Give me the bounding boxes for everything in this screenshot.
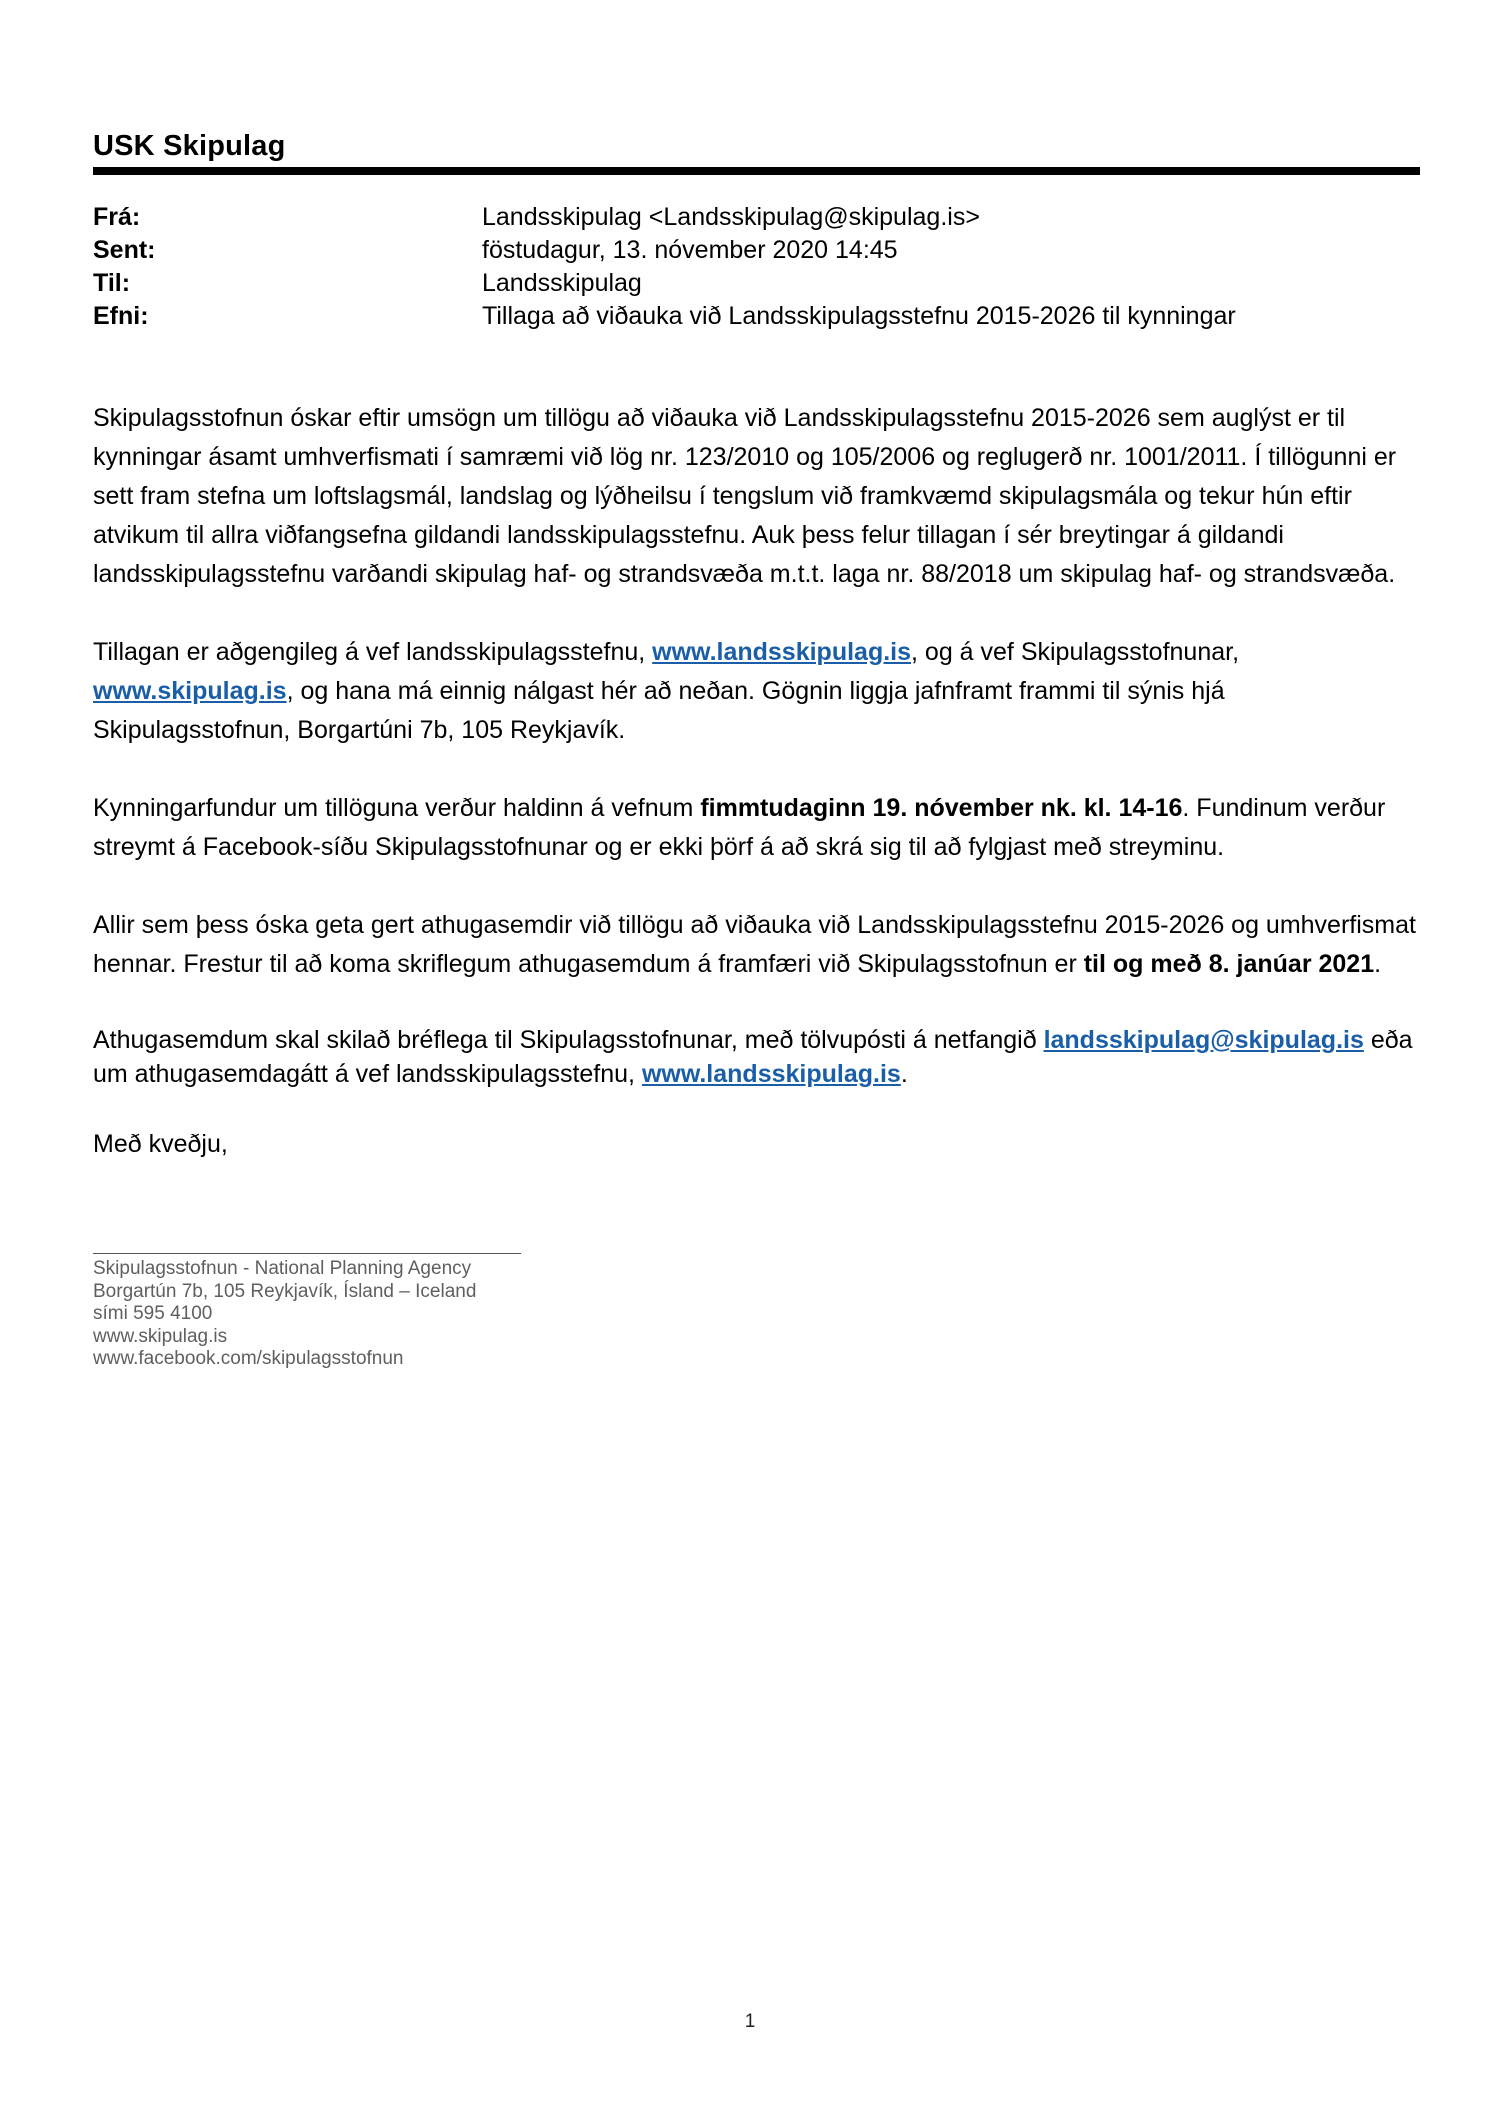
signature-line-agency: Skipulagsstofnun - National Planning Agency xyxy=(93,1258,472,1279)
from-value: Landsskipulag <Landsskipulag@skipulag.is> xyxy=(482,203,980,231)
header-row-to xyxy=(93,267,1420,300)
signature-block xyxy=(93,1258,476,1371)
meeting-date: fimmtudaginn 19. nóvember nk. kl. 14-16 xyxy=(700,794,1183,822)
p4-text-1: Allir sem þess óska geta gert athugasemdir við tillögu að viðauka við Landsskipulagsstefnu 2015-2026 og umhverfismat hennar. Frestur til að koma skriflegum athugasemdum á framfæri við Skipulagsstofnun er xyxy=(93,911,1416,978)
p4-text-2: . xyxy=(1374,950,1382,978)
signature-line-website: www.skipulag.is xyxy=(93,1325,228,1347)
signature-line-facebook: www.facebook.com/skipulagsstofnun xyxy=(93,1348,404,1369)
to-label: Til: xyxy=(93,269,131,297)
page-number: 1 xyxy=(744,2011,756,2032)
body-paragraph-3 xyxy=(93,789,1420,867)
body-paragraph-4 xyxy=(93,906,1420,984)
closing-greeting: Með kveðju, xyxy=(93,1130,228,1158)
landsskipulag-link[interactable]: www.landsskipulag.is xyxy=(652,638,912,666)
p3-text-2: . Fundinum verður streymt á Facebook-síðu Skipulagsstofnunar og er ekki þörf á að skrá sig til að fylgjast með streyminu. xyxy=(93,794,1386,861)
landsskipulag-link-2[interactable]: www.landsskipulag.is xyxy=(641,1060,901,1088)
subject-value: Tillaga að viðauka við Landsskipulagsstefnu 2015-2026 til kynningar xyxy=(482,302,1236,330)
from-label: Frá: xyxy=(93,203,141,231)
mailbox-title: USK Skipulag xyxy=(93,130,286,162)
p3-text-1: Kynningarfundur um tillöguna verður haldinn á vefnum xyxy=(93,794,701,822)
subject-label: Efni: xyxy=(93,302,149,330)
email-header xyxy=(93,201,1420,333)
p2-text-1: Tillagan er aðgengileg á vef landsskipulagsstefnu, xyxy=(93,638,653,666)
title-divider xyxy=(93,167,1420,175)
sent-value: föstudagur, 13. nóvember 2020 14:45 xyxy=(482,236,898,264)
body-paragraph-5 xyxy=(93,1023,1420,1091)
deadline-date: til og með 8. janúar 2021 xyxy=(1083,950,1375,978)
body-paragraph-1: Skipulagsstofnun óskar eftir umsögn um tillögu að viðauka við Landsskipulagsstefnu 2015-2026 sem auglýst er til kynningar ásamt umhverfismati í samræmi við lög nr. 123/2010 og 105/2006 og reglugerð nr. 1001/2011. Í tillögunni er sett fram stefna um loftslagsmál, landslag og lýðheilsu í tengslum við framkvæmd skipulagsmála og tekur hún eftir atvikum til allra viðfangsefna gildandi landsskipulagsstefnu. Auk þess felur tillagan í sér breytingar á gildandi landsskipulagsstefnu varðandi skipulag haf- og strandsvæða m.t.t. laga nr. 88/2018 um skipulag haf- og strandsvæða. xyxy=(93,404,1397,588)
p5-text-2: eða um athugasemdagátt á vef landsskipulagsstefnu, xyxy=(93,1026,1413,1088)
p5-text-1: Athugasemdum skal skilað bréflega til Skipulagsstofnunar, með tölvupósti á netfangið xyxy=(93,1026,1044,1054)
sent-label: Sent: xyxy=(93,236,156,264)
signature-line-address: Borgartún 7b, 105 Reykjavík, Ísland – Iceland xyxy=(93,1280,477,1302)
p2-text-2: , og á vef Skipulagsstofnunar, xyxy=(911,638,1240,666)
skipulag-link[interactable]: www.skipulag.is xyxy=(93,677,287,705)
p5-text-3: . xyxy=(900,1060,908,1088)
to-value: Landsskipulag xyxy=(482,269,642,297)
p2-text-3: , og hana má einnig nálgast hér að neðan. Gögnin liggja jafnframt frammi til sýnis hjá Skipulagsstofnun, Borgartúni 7b, 105 Reykjavík. xyxy=(93,677,1225,744)
header-row-subject xyxy=(93,300,1420,333)
signature-line-phone: sími 595 4100 xyxy=(93,1303,213,1324)
email-link[interactable]: landsskipulag@skipulag.is xyxy=(1043,1026,1364,1054)
email-body xyxy=(93,399,1420,1164)
header-row-from xyxy=(93,201,1420,234)
body-paragraph-2 xyxy=(93,633,1420,750)
header-row-sent xyxy=(93,234,1420,267)
signature-divider xyxy=(93,1253,521,1254)
